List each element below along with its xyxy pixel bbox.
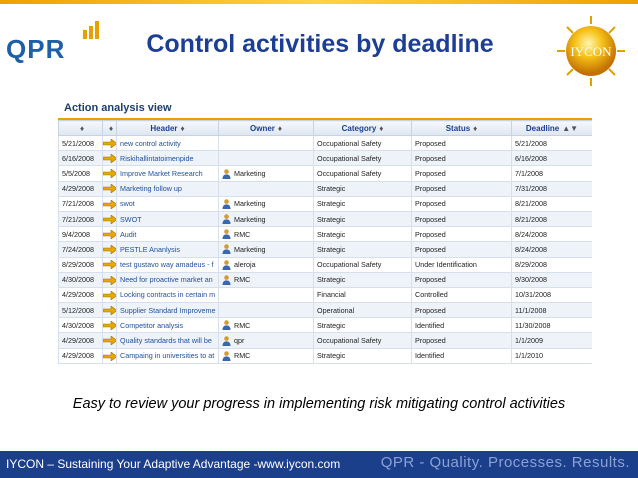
right-arrow-icon[interactable] (103, 199, 117, 208)
right-arrow-icon[interactable] (103, 290, 117, 299)
cell-date: 5/21/2008 (59, 136, 103, 151)
person-icon (222, 320, 234, 330)
right-arrow-icon[interactable] (103, 229, 117, 238)
cell-category: Occupational Safety (314, 136, 412, 151)
owner-name: qpr (234, 336, 245, 346)
cell-header[interactable]: Improve Market Research (117, 166, 219, 181)
right-arrow-icon[interactable] (103, 305, 117, 314)
cell-category: Financial (314, 287, 412, 302)
right-arrow-icon[interactable] (103, 214, 117, 223)
sort-icon: ♦ (79, 123, 85, 133)
person-icon (222, 335, 234, 345)
cell-status: Proposed (412, 227, 512, 242)
cell-arrow[interactable] (103, 196, 117, 211)
owner-name: Marketing (234, 244, 266, 254)
cell-header[interactable]: Campaing in universities to at (117, 348, 219, 363)
column-header-header[interactable]: Header ♦ (117, 121, 219, 136)
cell-status: Proposed (412, 136, 512, 151)
sort-icon: ♦ (379, 123, 384, 133)
table-row[interactable] (59, 257, 593, 272)
right-arrow-icon[interactable] (103, 138, 117, 147)
cell-owner (219, 318, 314, 333)
cell-status: Proposed (412, 181, 512, 196)
cell-owner (219, 166, 314, 181)
owner-name: RMC (234, 229, 251, 239)
table-row[interactable] (59, 181, 593, 196)
cell-status: Identified (412, 348, 512, 363)
cell-header[interactable]: Need for proactive market an (117, 272, 219, 287)
right-arrow-icon[interactable] (103, 321, 117, 330)
cell-owner (219, 136, 314, 151)
cell-date: 4/29/2008 (59, 181, 103, 196)
table-row[interactable] (59, 303, 593, 318)
cell-owner (219, 242, 314, 257)
qpr-logo-text: QPR (6, 34, 66, 64)
cell-category: Occupational Safety (314, 151, 412, 166)
owner-name: aleroja (234, 260, 256, 270)
cell-deadline: 6/16/2008 (512, 151, 593, 166)
cell-status: Proposed (412, 151, 512, 166)
right-arrow-icon[interactable] (103, 351, 117, 360)
cell-header[interactable]: Riskihallintatoimenpide (117, 151, 219, 166)
table-row[interactable] (59, 318, 593, 333)
cell-header[interactable]: Supplier Standard Improveme (117, 303, 219, 318)
cell-status: Proposed (412, 196, 512, 211)
right-arrow-icon[interactable] (103, 245, 117, 254)
right-arrow-icon[interactable] (103, 275, 117, 284)
cell-arrow[interactable] (103, 257, 117, 272)
panel-title: Action analysis view (64, 102, 172, 114)
cell-deadline: 7/1/2008 (512, 166, 593, 181)
person-icon (222, 199, 234, 209)
cell-date: 4/30/2008 (59, 318, 103, 333)
sort-icon: ▲▼ (562, 123, 579, 133)
owner-name: RMC (234, 351, 251, 361)
cell-arrow[interactable] (103, 287, 117, 302)
cell-arrow[interactable] (103, 151, 117, 166)
cell-owner (219, 348, 314, 363)
bar-chart-icon (82, 18, 104, 40)
person-icon (222, 260, 234, 270)
qpr-logo (6, 14, 101, 64)
table-row[interactable] (59, 242, 593, 257)
table-row[interactable] (59, 196, 593, 211)
cell-arrow[interactable] (103, 227, 117, 242)
person-icon (222, 168, 234, 178)
cell-arrow[interactable] (103, 136, 117, 151)
owner-name: Marketing (234, 199, 266, 209)
cell-header[interactable]: Audit (117, 227, 219, 242)
cell-header[interactable]: SWOT (117, 211, 219, 226)
cell-status: Proposed (412, 211, 512, 226)
cell-status: Identified (412, 318, 512, 333)
cell-deadline: 11/30/2008 (512, 318, 593, 333)
cell-category: Strategic (314, 196, 412, 211)
cell-header[interactable]: Competitor analysis (117, 318, 219, 333)
cell-deadline: 8/24/2008 (512, 227, 593, 242)
cell-status: Under Identification (412, 257, 512, 272)
table-row[interactable] (59, 211, 593, 226)
cell-arrow[interactable] (103, 166, 117, 181)
cell-date: 7/21/2008 (59, 211, 103, 226)
cell-header[interactable]: test gustavo way amadeus - f (117, 257, 219, 272)
top-accent-band (0, 0, 638, 4)
cell-category: Strategic (314, 227, 412, 242)
cell-status: Proposed (412, 303, 512, 318)
person-icon (222, 351, 234, 361)
cell-date: 4/29/2008 (59, 348, 103, 363)
cell-date: 7/24/2008 (59, 242, 103, 257)
cell-owner (219, 333, 314, 348)
owner-name: Marketing (234, 214, 266, 224)
right-arrow-icon[interactable] (103, 260, 117, 269)
cell-arrow[interactable] (103, 348, 117, 363)
cell-deadline: 8/24/2008 (512, 242, 593, 257)
cell-deadline: 5/21/2008 (512, 136, 593, 151)
cell-deadline: 7/31/2008 (512, 181, 593, 196)
cell-arrow[interactable] (103, 181, 117, 196)
cell-owner (219, 211, 314, 226)
cell-date: 6/16/2008 (59, 151, 103, 166)
table-row[interactable] (59, 166, 593, 181)
cell-header[interactable]: swot (117, 196, 219, 211)
table-row[interactable] (59, 227, 593, 242)
right-arrow-icon[interactable] (103, 169, 117, 178)
sort-icon: ♦ (180, 123, 185, 133)
footer-tagline: IYCON – Sustaining Your Adaptive Advantage -www.iycon.com (6, 457, 341, 471)
table-header-row (59, 121, 593, 136)
action-table (58, 120, 592, 364)
cell-owner (219, 303, 314, 318)
cell-category: Operational (314, 303, 412, 318)
cell-category: Strategic (314, 272, 412, 287)
action-grid (58, 118, 592, 370)
table-row[interactable] (59, 151, 593, 166)
cell-status: Proposed (412, 166, 512, 181)
table-row[interactable] (59, 333, 593, 348)
column-header-status[interactable]: Status ♦ (412, 121, 512, 136)
cell-header[interactable]: Marketing follow up (117, 181, 219, 196)
person-icon (222, 275, 234, 285)
cell-deadline: 9/30/2008 (512, 272, 593, 287)
cell-date: 4/30/2008 (59, 272, 103, 287)
column-header-owner[interactable]: Owner ♦ (219, 121, 314, 136)
owner-name: Marketing (234, 168, 266, 178)
person-icon (222, 229, 234, 239)
cell-category: Occupational Safety (314, 257, 412, 272)
cell-date: 8/29/2008 (59, 257, 103, 272)
cell-arrow[interactable] (103, 242, 117, 257)
cell-status: Proposed (412, 333, 512, 348)
cell-arrow[interactable] (103, 333, 117, 348)
cell-deadline: 1/1/2010 (512, 348, 593, 363)
cell-category: Strategic (314, 242, 412, 257)
right-arrow-icon[interactable] (103, 336, 117, 345)
cell-header[interactable]: new control activity (117, 136, 219, 151)
table-row[interactable] (59, 348, 593, 363)
cell-date: 5/12/2008 (59, 303, 103, 318)
cell-arrow[interactable] (103, 211, 117, 226)
right-arrow-icon[interactable] (103, 184, 117, 193)
action-analysis-panel (58, 100, 592, 372)
cell-category: Strategic (314, 348, 412, 363)
cell-date: 4/29/2008 (59, 333, 103, 348)
sort-icon: ♦ (108, 123, 114, 133)
cell-owner (219, 287, 314, 302)
cell-date: 5/5/2008 (59, 166, 103, 181)
cell-date: 9/4/2008 (59, 227, 103, 242)
cell-owner (219, 196, 314, 211)
table-row[interactable] (59, 136, 593, 151)
owner-name: RMC (234, 320, 251, 330)
cell-arrow[interactable] (103, 318, 117, 333)
cell-status: Proposed (412, 242, 512, 257)
slide-caption: Easy to review your progress in implementing risk mitigating control activities (72, 396, 566, 412)
table-row[interactable] (59, 287, 593, 302)
column-header-deadline[interactable]: Deadline ▲▼ (512, 121, 593, 136)
sort-icon: ♦ (277, 123, 282, 133)
cell-status: Proposed (412, 272, 512, 287)
person-icon (222, 214, 234, 224)
cell-category: Strategic (314, 181, 412, 196)
table-body (59, 136, 593, 364)
cell-category: Strategic (314, 211, 412, 226)
cell-deadline: 8/21/2008 (512, 196, 593, 211)
cell-deadline: 1/1/2009 (512, 333, 593, 348)
cell-date: 7/21/2008 (59, 196, 103, 211)
cell-owner (219, 151, 314, 166)
iycon-logo (555, 14, 627, 88)
column-header-date[interactable] (59, 121, 103, 136)
iycon-logo-text: IYCON (570, 44, 612, 59)
footer-bar (0, 451, 638, 478)
cell-deadline: 8/29/2008 (512, 257, 593, 272)
footer-slogan: QPR - Quality. Processes. Results. (380, 454, 630, 471)
cell-category: Strategic (314, 318, 412, 333)
cell-deadline: 8/21/2008 (512, 211, 593, 226)
cell-category: Occupational Safety (314, 166, 412, 181)
sort-icon: ♦ (473, 123, 478, 133)
owner-name: RMC (234, 275, 251, 285)
cell-deadline: 11/1/2008 (512, 303, 593, 318)
cell-status: Controlled (412, 287, 512, 302)
person-icon (222, 244, 234, 254)
cell-owner (219, 272, 314, 287)
right-arrow-icon[interactable] (103, 153, 117, 162)
cell-header[interactable]: PESTLE Ananlysis (117, 242, 219, 257)
cell-owner (219, 227, 314, 242)
table-row[interactable] (59, 272, 593, 287)
cell-category: Occupational Safety (314, 333, 412, 348)
cell-header[interactable]: Locking contracts in certain m (117, 287, 219, 302)
slide-title: Control activities by deadline (146, 30, 494, 58)
cell-date: 4/29/2008 (59, 287, 103, 302)
cell-header[interactable]: Quality standards that will be (117, 333, 219, 348)
cell-deadline: 10/31/2008 (512, 287, 593, 302)
cell-arrow[interactable] (103, 272, 117, 287)
cell-owner (219, 181, 314, 196)
column-header-arrow[interactable] (103, 121, 117, 136)
cell-arrow[interactable] (103, 303, 117, 318)
cell-owner (219, 257, 314, 272)
column-header-category[interactable]: Category ♦ (314, 121, 412, 136)
